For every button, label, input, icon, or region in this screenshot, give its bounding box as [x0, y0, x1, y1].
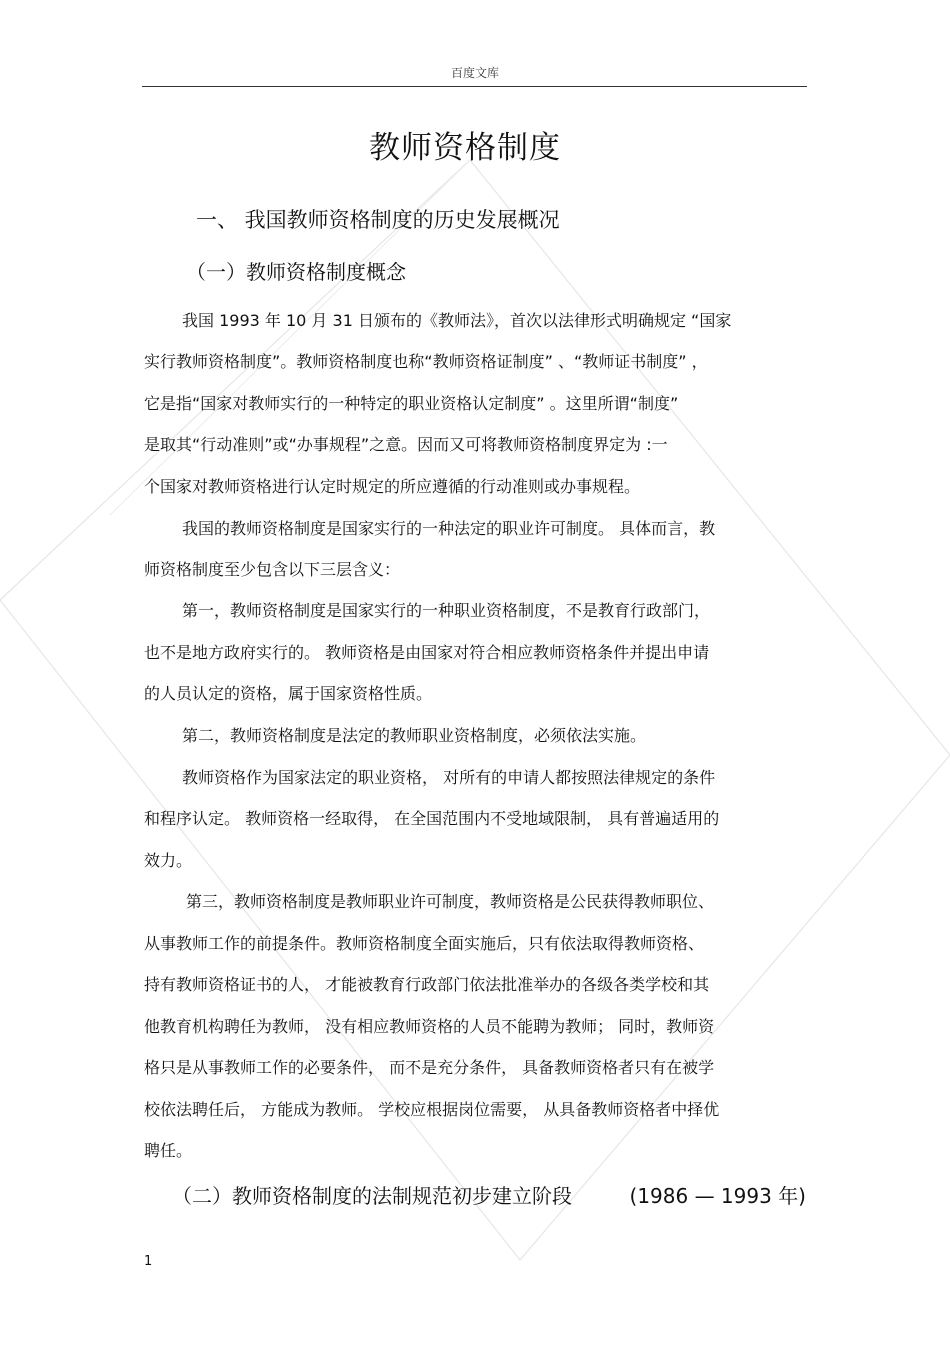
page-number: 1: [144, 1254, 153, 1269]
body-line: 是取其“行动准则”或“办事规程”之意。因而又可将教师资格制度界定为 :一: [144, 435, 668, 454]
document-title: 教师资格制度: [369, 130, 561, 166]
header-site-name: 百度文库: [450, 66, 499, 80]
body-line: 格只是从事教师工作的必要条件， 而不是充分条件， 具备教师资格者只有在被学: [144, 1058, 715, 1077]
body-line: 它是指“国家对教师实行的一种特定的职业资格认定制度” 。这里所谓“制度”: [144, 394, 679, 413]
body-line: 他教育机构聘任为教师， 没有相应教师资格的人员不能聘为教师； 同时，教师资: [144, 1017, 715, 1036]
body-line: 和程序认定。 教师资格一经取得， 在全国范围内不受地域限制， 具有普遍适用的: [144, 809, 720, 828]
body-line: 师资格制度至少包含以下三层含义：: [144, 560, 401, 579]
body-line: 教师资格作为国家法定的职业资格， 对所有的申请人都按照法律规定的条件: [182, 768, 716, 787]
body-line: 校依法聘任后， 方能成为教师。 学校应根据岗位需要， 从具备教师资格者中择优: [144, 1100, 720, 1119]
body-line: 效力。: [144, 851, 193, 870]
body-line: 个国家对教师资格进行认定时规定的所应遵循的行动准则或办事规程。: [144, 477, 641, 496]
body-line: 也不是地方政府实行的。 教师资格是由国家对符合相应教师资格条件并提出申请: [144, 643, 710, 662]
body-line: 从事教师工作的前提条件。教师资格制度全面实施后，只有依法取得教师资格、: [144, 934, 705, 953]
body-line: 持有教师资格证书的人， 才能被教育行政部门依法批准举办的各级各类学校和其: [144, 975, 710, 994]
header-divider: [142, 86, 807, 87]
body-line: 我国 1993 年 10 月 31 日颁布的《教师法》，首次以法律形式明确规定 “国家: [182, 311, 732, 330]
subsection-heading-years: (1986 — 1993 年): [629, 1184, 806, 1208]
subsection-heading: [172, 1180, 806, 1209]
section-heading: 一、 我国教师资格制度的历史发展概况: [196, 208, 560, 232]
body-line: 我国的教师资格制度是国家实行的一种法定的职业许可制度。 具体而言，教: [182, 519, 716, 538]
body-line: 实行教师资格制度”。教师资格制度也称“教师资格证制度” 、“教师证书制度” ，: [144, 352, 708, 371]
body-line: 第三，教师资格制度是教师职业许可制度，教师资格是公民获得教师职位、: [186, 892, 715, 911]
body-line: 聘任。: [144, 1141, 193, 1160]
subsection-heading: （一）教师资格制度概念: [186, 260, 406, 284]
body-line: 第一，教师资格制度是国家实行的一种职业资格制度，不是教育行政部门，: [182, 601, 711, 620]
body-line: 第二，教师资格制度是法定的教师职业资格制度，必须依法实施。: [182, 726, 647, 745]
body-line: 的人员认定的资格，属于国家资格性质。: [144, 684, 433, 703]
subsection-heading-text: （二）教师资格制度的法制规范初步建立阶段: [172, 1184, 572, 1208]
